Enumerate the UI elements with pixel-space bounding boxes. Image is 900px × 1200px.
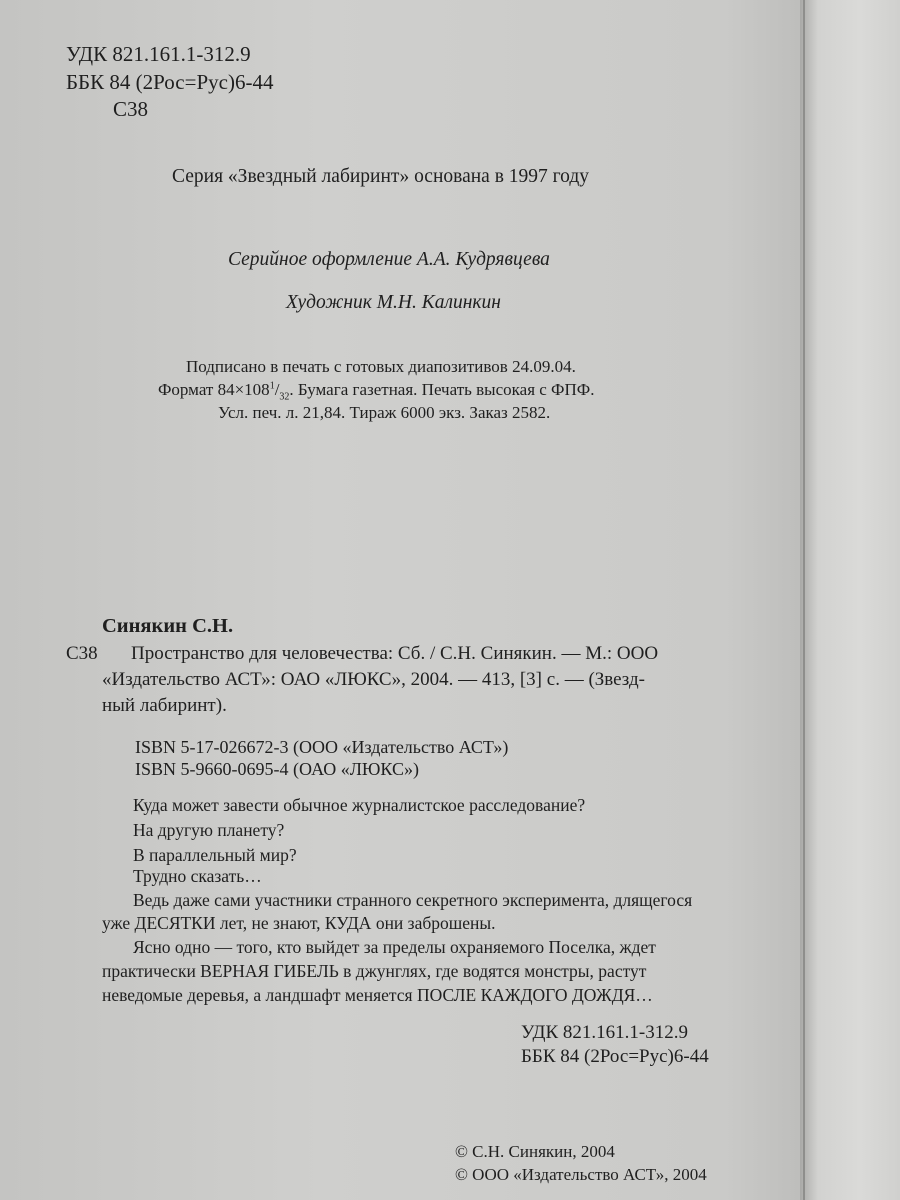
print-info-line-1: Подписано в печать с готовых диапозитивов 24.09.04. bbox=[186, 357, 576, 376]
annotation-line: Трудно сказать… bbox=[133, 866, 262, 886]
format-denominator: 32 bbox=[279, 391, 290, 403]
author-mark: С38 bbox=[113, 97, 149, 121]
catalog-description-line-3: ный лабиринт). bbox=[102, 695, 227, 716]
catalog-description-line-1: Пространство для человечества: Сб. / С.Н. Синякин. — М.: ООО bbox=[131, 643, 659, 664]
paper-text: . Бумага газетная. Печать высокая с ФПФ. bbox=[289, 380, 595, 399]
copyright-author: © С.Н. Синякин, 2004 bbox=[455, 1142, 615, 1161]
copyright-publisher: © ООО «Издательство АСТ», 2004 bbox=[455, 1165, 707, 1184]
annotation-line: В параллельный мир? bbox=[133, 845, 297, 865]
catalog-author: Синякин С.Н. bbox=[102, 615, 234, 637]
page-fold-line bbox=[803, 0, 805, 1200]
annotation-line: уже ДЕСЯТКИ лет, не знают, КУДА они заброшены. bbox=[102, 913, 496, 933]
footer-udk-code: УДК 821.161.1-312.9 bbox=[521, 1022, 688, 1043]
design-credit: Серийное оформление А.А. Кудрявцева bbox=[228, 249, 550, 270]
annotation-line: Ведь даже сами участники странного секретного эксперимента, длящегося bbox=[133, 890, 693, 910]
annotation-line: На другую планету? bbox=[133, 820, 285, 840]
bbk-code: ББК 84 (2Рос=Рус)6-44 bbox=[66, 70, 274, 94]
format-numerator: 1 bbox=[269, 380, 275, 392]
print-info-line-3: Усл. печ. л. 21,84. Тираж 6000 экз. Заказ 2582. bbox=[218, 403, 551, 422]
isbn-ast: ISBN 5-17-026672-3 (ООО «Издательство АСТ») bbox=[135, 737, 509, 757]
footer-bbk-code: ББК 84 (2Рос=Рус)6-44 bbox=[521, 1046, 709, 1067]
print-info-line-2: Формат $84\times 108^1/_{32}$. Бумага газетная. Печать высокая с ФПФ. bbox=[158, 380, 595, 403]
catalog-code: С38 bbox=[66, 643, 98, 664]
series-note: Серия «Звездный лабиринт» основана в 1997 году bbox=[172, 166, 590, 187]
annotation-line: практически ВЕРНАЯ ГИБЕЛЬ в джунглях, где водятся монстры, растут bbox=[102, 961, 647, 981]
annotation-line: неведомые деревья, а ландшафт меняется ПОСЛЕ КАЖДОГО ДОЖДЯ… bbox=[102, 985, 653, 1005]
annotation-line: Куда может завести обычное журналистское расследование? bbox=[133, 795, 586, 815]
artist-credit: Художник М.Н. Калинкин bbox=[286, 292, 501, 313]
isbn-lux: ISBN 5-9660-0695-4 (ОАО «ЛЮКС») bbox=[135, 759, 419, 779]
catalog-description-line-2: «Издательство АСТ»: ОАО «ЛЮКС», 2004. — 413, [3] с. — (Звезд- bbox=[102, 669, 645, 690]
format-text: Формат 84×108 bbox=[158, 380, 270, 399]
udk-code: УДК 821.161.1-312.9 bbox=[66, 42, 251, 66]
annotation-line: Ясно одно — того, кто выйдет за пределы охраняемого Поселка, ждет bbox=[133, 937, 656, 957]
next-page-edge bbox=[800, 0, 900, 1200]
